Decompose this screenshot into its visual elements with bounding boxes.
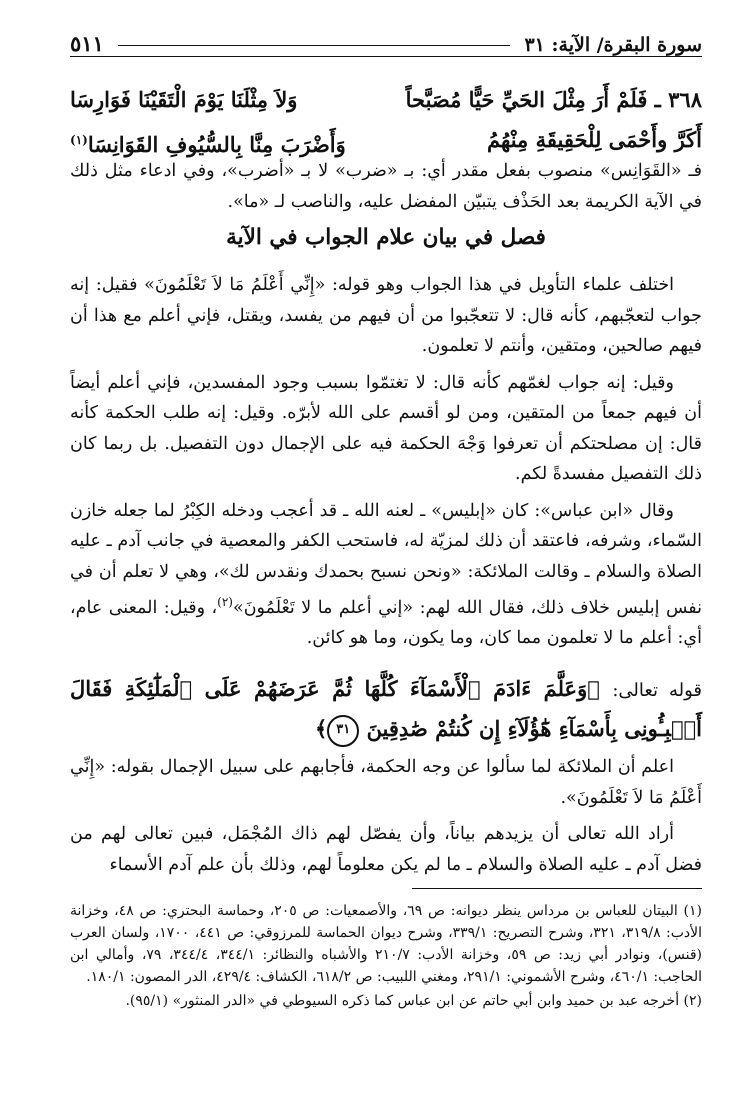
- ayah-intro: قوله تعالى:: [612, 680, 702, 701]
- paragraph-4: اعلم أن الملائكة لما سألوا عن وجه الحكمة، فأجابهم على سبيل الإجمال بقوله: «إِنِّي أَعْلَمُ مَا لاَ تَعْلَمُونَ».: [70, 757, 702, 808]
- poetry-verse: [70, 80, 702, 160]
- book-page: [70, 0, 702, 1101]
- verse-line-2-first-hemistich: أَكَرَّ وأَحْمَى لِلْحَقِيقَةِ مِنْهُمُ: [487, 127, 702, 152]
- paragraph-3: وقال «ابن عباس»: كان «إبليس» ـ لعنه الله ـ قد أعجب ودخله الكِبْرُ لما جعله خازن السّماء، وشرفه، فاعتقد أن ذلك لمزيّة له، فاستحب الكفر والمعصية في جانب آدم ـ عليه الصلاة والسلام ـ وقالت الملائكة: «ونحن نسبح بحمدك ونقدس لك»، وهي لا تعلم أن في نفس إبليس خلاف ذلك، فقال الله لهم: «إني أعلم ما لا تَعْلَمُونَ»$^{(٢)}$، وقيل: المعنى عام، أي: أعلم ما لا تعلمون مما كان، وما يكون، وما هو كائن.: [70, 500, 702, 649]
- footnotes: [70, 900, 702, 1014]
- paragraph-1: اختلف علماء التأويل في هذا الجواب وهو قوله: «إِنِّي أَعْلَمُ مَا لاَ تَعْلَمُونَ» فقيل: إنه جواب لتعجّبهم، كأنه قال: لا تتعجّبوا من أن فيهم من يفسد، ويقتل، فإني أعلم مع هذا أن فيهم صالحين، ومتقين، وأنتم لا تعلمون.: [70, 275, 702, 356]
- verse-line-2: [70, 120, 702, 160]
- verse-line-1-first-hemistich: ٣٦٨ ـ فَلَمْ أَرَ مِثْلَ الحَيِّ حَيًّا مُصَبَّحاً: [405, 87, 702, 112]
- section-heading: فصل في بيان علام الجواب في الآية: [226, 225, 546, 250]
- ayah-number-marker: ٣١: [327, 715, 359, 747]
- body-text-lower: [70, 752, 702, 880]
- footnote-ref-1: (١): [70, 133, 88, 147]
- quran-ayah: [70, 670, 702, 748]
- header-rule: [118, 45, 511, 46]
- page-header: [70, 26, 702, 57]
- footnote-2: (٢) أخرجه عبد بن حميد وابن أبي حاتم عن ابن عباس كما ذكره السيوطي في «الدر المنثور» (٩٥/١).: [125, 993, 702, 1009]
- footnote-1: (١) البيتان للعباس بن مرداس ينظر ديوانه: ص ٦٩، والأصمعيات: ص ٢٠٥، وحماسة البحتري: ص ٤٨، وخزانة الأدب: ٣١٩/٨، ٣٢١، وشرح التصريح: ٣٣٩/١، وشرح ديوان الحماسة للمرزوقي: ص ٤٤١، ١٧٠٠، ولسان العرب (قنس)، ونوادر أبي زيد: ص ٥٩، وخزانة الأدب: ٢١٠/٧ والأشباه والنظائر: ٣٤٤/١، ٣٤٤/٤، ٧٩، وأمالي ابن الحاجب: ٤٦٠/١، وشرح الأشموني: ٢٩١/١، ومغني اللبيب: ص ٦١٨/٢، الكشاف: ٤٢٩/٤، الدر المصون: ١٨٠/١.: [70, 903, 703, 985]
- verse-line-1-second-hemistich: وَلاَ مِثْلَنَا يَوْمَ الْتَقَيْنَا فَوَارِسَا: [70, 87, 298, 112]
- verse-line-2-second-hemistich: وَأَضْرَبَ مِنَّا بِالسُّيُوفِ القَوَانِسَا$^{(١)}$: [70, 132, 346, 157]
- page-number: ٥١١: [70, 31, 104, 56]
- verse-line-1: [70, 80, 702, 120]
- footnote-separator: [412, 888, 702, 889]
- paragraph-2: وقيل: إنه جواب لغمّهم كأنه قال: لا تغتمّوا بسبب وجود المفسدين، فإني أعلم أيضاً أن فيهم جمعاً من المتقين، ومن لو أقسم على الله لأبرّه. وقيل: إنه طلب الحكمة كأنه قال: إن مصلحتكم أن تعرفوا وَجْهَ الحكمة فيه على الإجمال دون التفصيل. بل ربما كان ذلك التفصيل مفسدةً لكم.: [70, 372, 702, 484]
- paragraph-5: أراد الله تعالى أن يزيدهم بياناً، وأن يفصّل لهم ذاك المُجْمَل، فبين تعالى لهم من فضل آدم ـ عليه الصلاة والسلام ـ ما لم يكن معلوماً لهم، وذلك بأن علم آدم الأسماء: [70, 824, 702, 875]
- ayah-text: وَعَلَّمَ ءَادَمَ ٱلْأَسْمَآءَ كُلَّهَا ثُمَّ عَرَضَهُمْ عَلَى ٱلْمَلَٰٓئِكَةِ فَقَالَ أَنۢبِـُٔونِى بِأَسْمَآءِ هَٰٓؤُلَآءِ إِن كُنتُمْ صَٰدِقِينَ: [70, 676, 702, 741]
- grammar-note-text: فـ «القَوَانِس» منصوب بفعل مقدر أي: بـ «ضرب» لا بـ «أضرب»، وفي ادعاء مثل ذلك في الآية الكريمة بعد الحَذْف يتبيّن المفضل عليه، والناصب لـ «ما».: [70, 161, 702, 212]
- footnote-ref-2: (٢): [217, 595, 233, 609]
- grammar-note: [70, 156, 702, 217]
- ayah-open-bracket: ﴿: [587, 676, 600, 701]
- ayah-close-bracket: ﴾: [314, 716, 328, 741]
- body-text-upper: [70, 270, 702, 654]
- running-title: سورة البقرة/ الآية: ٣١: [524, 34, 702, 56]
